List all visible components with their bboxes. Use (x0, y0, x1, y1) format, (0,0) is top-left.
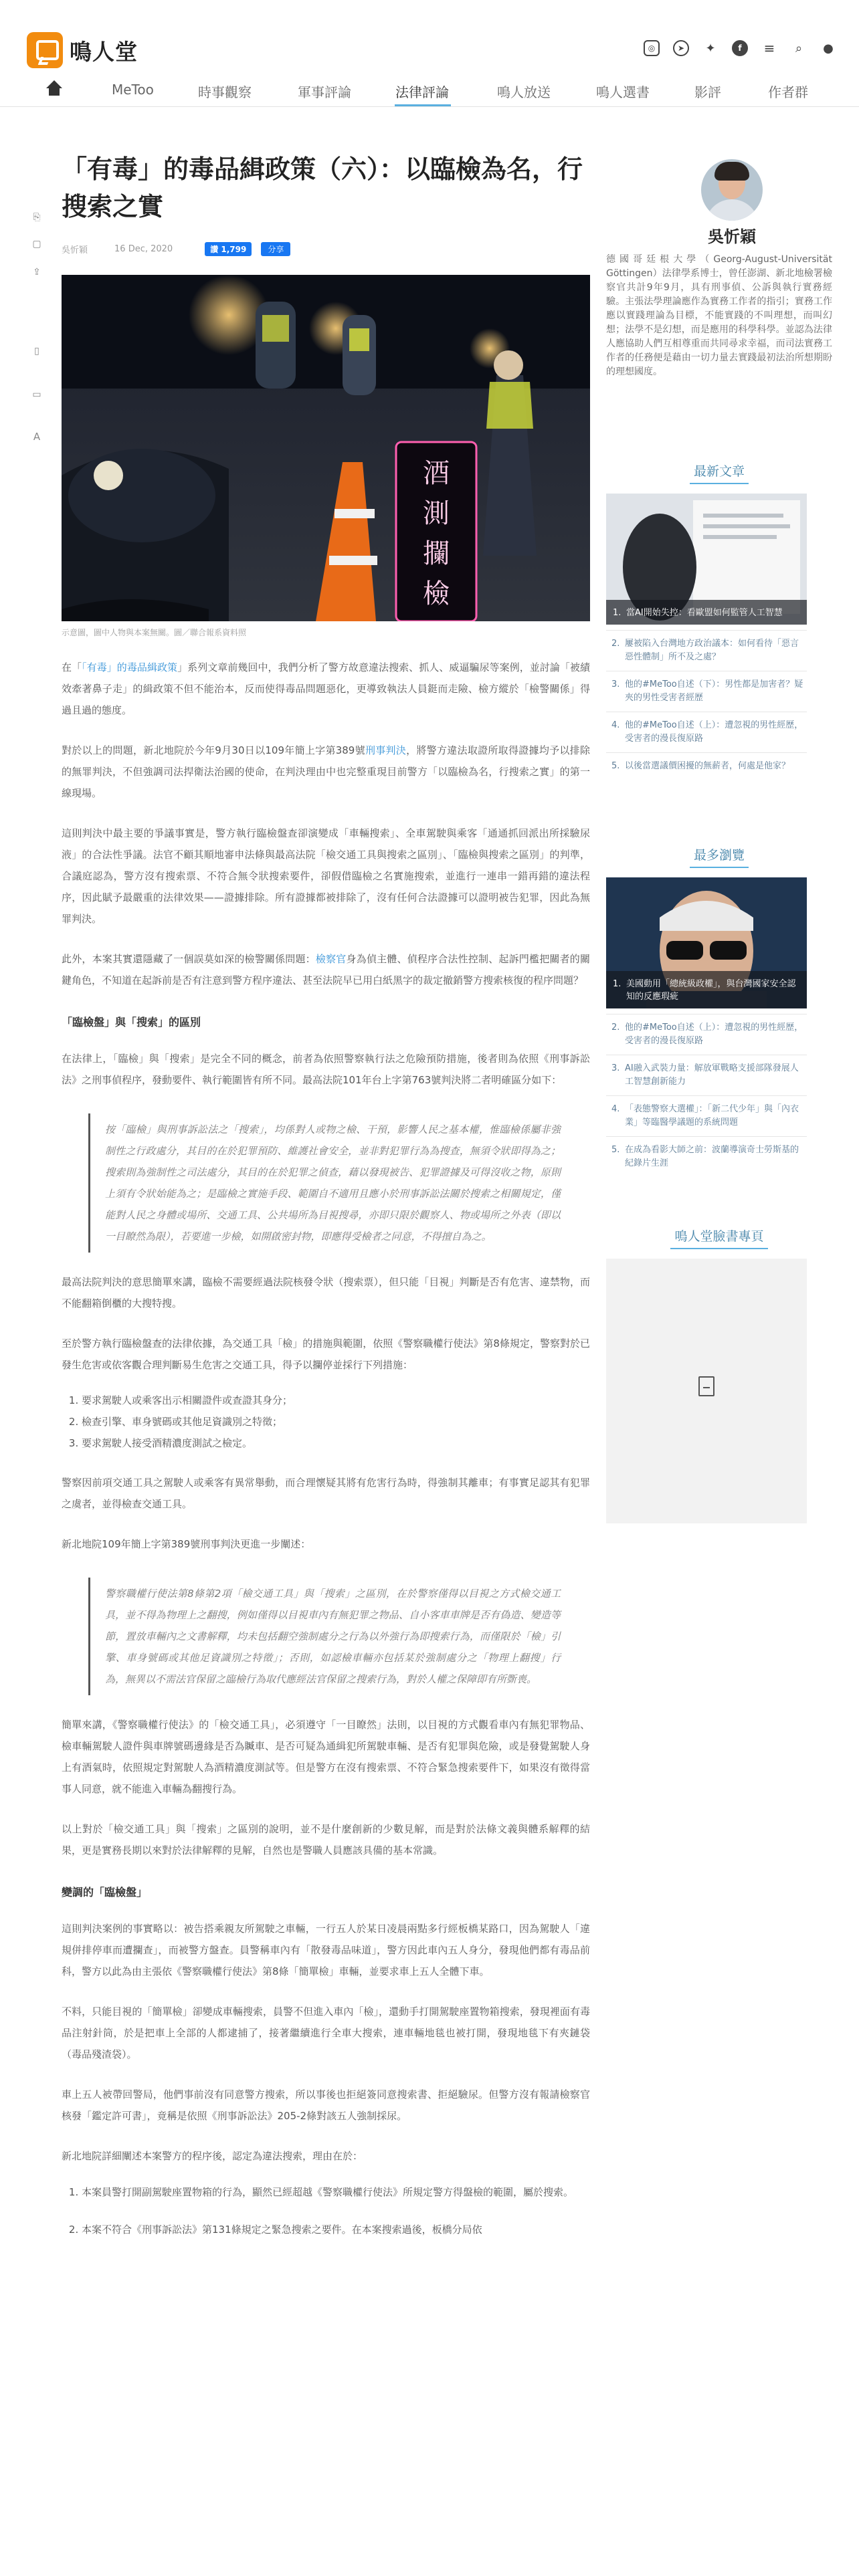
author-name[interactable]: 吳忻穎 (708, 227, 756, 246)
list-item-title: AI融入武裝力量：解放軍戰略支援部隊發展人工智慧創新能力 (625, 1063, 799, 1087)
list-item: 1. 要求駕駛人或乘客出示相關證件或查證其身分； (82, 1390, 590, 1410)
blockquote: 按「臨檢」與刑事訴訟法之「搜索」，均係對人或物之檢、干預，影響人民之基本權，惟臨檢係屬非強制性之行政處分，其目的在於犯罪預防、維護社會安全，並非對犯罪行為為搜查，無須令狀即得為之；搜索則為強制性之司法處分，其目的在於犯罪之偵查，藉以發現被告、犯罪證據及可得沒收之物，原則上須有令狀始能為之；是臨檢之實施手段、範圍自不適用且應小於刑事訴訟法關於搜索之相關規定，僅能對人民之身體或場所、交通工具、公共場所為目視搜尋，亦即只限於觀察人、物或場所之外表（即以一目瞭然為限），若要進一步檢，如開啟密封物，即應得受檢者之同意，不得擅自為之。 (88, 1113, 590, 1253)
list-item-title: 他的#MeToo自述（上）：遭忽視的男性經歷，受害者的漫長復原路 (625, 1023, 803, 1046)
facebook-icon[interactable]: f (732, 40, 748, 56)
p2-text-2: ，將警方違法取證所取得證據均予以排除的無罪判決，不但強調司法捍衛法治國的使命，在判決理由中也完整重現目前警方「以臨檢為名，行搜索之實」的第一線現場。 (62, 744, 590, 799)
judgment-link[interactable]: 刑事判決 (365, 744, 407, 756)
article-date: 16 Dec, 2020 (114, 243, 173, 254)
nav-item-law[interactable]: 法律評論 (395, 84, 449, 100)
popular-feature-title: 美國動用「總統級政權」，與台灣國家安全認知的反應瑕疵 (626, 979, 796, 1002)
p4-text-2: 身為偵主體、偵程序合法性控制、起訴門檻把關者的關鍵角色，不知道在起訴前是否有注意到警方程序違法、甚至法院早已用白紙黑字的裁定撤銷警方搜索核復的程序問題？ (62, 953, 590, 986)
list-item-title: 「表態警察大選權」：「新二代少年」與「內衣業」等臨醫學議題的系統問題 (625, 1104, 799, 1128)
share-icon[interactable]: ⇪ (33, 267, 41, 278)
ordered-list (62, 2181, 590, 2240)
facebook-page-heading-text: 鳴人堂臉書專頁 (670, 1226, 767, 1249)
popular-feature-caption (606, 971, 807, 1008)
list-item: 2. 本案不符合《刑事訴訟法》第131條規定之緊急搜索之要件。在本案搜索過後，板橋分局依 (82, 2219, 590, 2240)
popular-feature[interactable] (606, 877, 807, 1008)
list-item: 3. 要求駕駛人接受酒精濃度測試之檢定。 (82, 1433, 590, 1453)
list-item: 1. 本案員警打開副駕駛座置物箱的行為，顯然已經超越《警察職權行使法》所規定警方得盤檢的範圍，屬於搜索。 (82, 2181, 590, 2203)
latest-heading (606, 461, 832, 484)
popular-list (606, 1014, 807, 1177)
avatar-body (705, 199, 759, 221)
list-item-title: 在成為看影大師之前：波蘭導演奇士勞斯基的紀錄片生涯 (625, 1145, 799, 1168)
facebook-page-heading (606, 1226, 832, 1249)
paragraph: 車上五人被帶回警局，他們事前沒有同意警方搜索，所以事後也拒絕簽同意搜索書、拒絕驗尿。但警方沒有報請檢察官核發「鑑定許可書」，竟稱是依照《刑事訴訟法》205-2條對該五人強制採尿。 (62, 2088, 590, 2122)
p2-text-1: 對於以上的問題，新北地院於今年9月30日以109年簡上字第389號 (62, 744, 365, 756)
list-item-title: 他的#MeToo自述（上）：遭忽視的男性經歷，受害者的漫長復原路 (625, 720, 803, 744)
list-item-title: 以後當選議價困擾的無薪者，何處是他家？ (625, 761, 791, 771)
bookmark-icon[interactable]: ▯ (34, 346, 39, 356)
telegram-icon[interactable]: ➤ (673, 40, 689, 56)
paragraph (62, 948, 590, 991)
search-icon[interactable]: ⌕ (795, 41, 803, 56)
popular-heading-text: 最多瀏覽 (690, 845, 749, 868)
fb-like-button[interactable]: 讚 1,799 (205, 242, 252, 256)
list-item[interactable] (606, 1095, 807, 1136)
main-nav (0, 72, 859, 107)
nav-item-authors[interactable]: 作者群 (768, 84, 808, 100)
list-number: 5. (611, 761, 620, 771)
list-number: 2. (611, 1023, 620, 1033)
article (62, 150, 590, 2256)
header-tools (644, 40, 836, 56)
latest-feature-caption (606, 600, 807, 625)
latest-feature[interactable] (606, 494, 807, 625)
article-title: 「有毒」的毒品緝政策（六）：以臨檢為名，行搜索之實 (62, 154, 583, 221)
author-avatar[interactable] (701, 159, 763, 221)
comment-icon[interactable]: ▭ (32, 389, 41, 400)
list-item[interactable] (606, 752, 807, 780)
paragraph: 這則判決案例的事實略以：被告搭乘親友所駕駛之車輛，一行五人於某日凌晨兩點多行經板橋某路口，因為駕駛人「違規併排停車而遭攔查」，而被警方盤查。員警稱車內有「散發毒品味道」，警方因此車內五人身分，發現他們都有毒品前科，警方以此為由主張依《警察職權行使法》第8條「簡單檢」車輛，並要求車上五人全體下車。 (62, 1923, 590, 1977)
p1-text-1: 在「 (62, 661, 82, 673)
paragraph: 新北地院109年簡上字第389號刑事判決更進一步闡述： (62, 1538, 311, 1550)
font-size-icon[interactable] (27, 427, 47, 447)
paragraph: 警察因前項交通工具之駕駛人或乘客有異常舉動，而合理懷疑其將有危害行為時，得強制其離車；有事實足認其有犯罪之虞者，並得檢查交通工具。 (62, 1477, 590, 1510)
user-icon[interactable]: ● (823, 41, 834, 56)
site-header (0, 0, 859, 107)
list-item-title: 他的#MeToo自述（下）：男性都是加害者？疑夾的男性受害者經歷 (625, 679, 803, 703)
hero-caption: 示意圖，圖中人物與本案無關。圖／聯合報系資料照 (62, 628, 247, 637)
nav-item-broadcast[interactable]: 鳴人放送 (497, 84, 551, 100)
logo-text: 鳴人堂 (70, 38, 138, 65)
paragraph: 簡單來講，《警察職權行使法》的「檢交通工具」，必須遵守「一目瞭然」法則，以目視的方式觀看車內有無犯罪物品、檢車輛駕駛人證件與車牌號碼邊緣是否為贓車、是否可疑為通緝犯所駕駛車輛、是否有犯罪與危險，或是發覺駕駛人身上有酒氣時，依照規定對駕駛人為酒精濃度測試等。但是警方在沒有搜索票、不符合緊急搜索要件下，如果沒有徵得當事人同意，就不能進入車輛為翻搜行為。 (62, 1719, 590, 1795)
list-item[interactable] (606, 630, 807, 671)
paragraph (62, 657, 590, 721)
hero-image (62, 275, 590, 621)
paragraph: 不料，只能目視的「簡單檢」卻變成車輛搜索，員警不但進入車內「檢」，還動手打開駕駛座置物箱搜索，發現裡面有毒品注射針筒，於是把車上全部的人都逮捕了，接著繼續進行全車大搜索，連車輛地毯也被打開，發現地毯下有夾鏈袋（毒品殘渣袋）。 (62, 2006, 590, 2060)
site-logo[interactable] (27, 32, 138, 68)
list-item-title: 屢被陷入台灣地方政治議本：如何看待「惡言惡性體制」所不及之處？ (625, 639, 799, 662)
ordered-list (62, 1390, 590, 1453)
latest-list (606, 630, 807, 780)
paragraph (62, 740, 590, 804)
section-heading: 變調的「臨檢盤」 (62, 1886, 148, 1899)
list-number: 4. (611, 1104, 620, 1114)
author-bio: 德國哥廷根大學（Georg-August-Universität Göttingen）法律學系博士，曾任澎湖、新北地檢署檢察官共計9年9月，具有刑事偵、公訴與執行實務經驗。主張法學理論應作為實務工作者的指引；實務工作應以實踐理論為目標，不能實踐的不叫理想，而叫幻想；法學不是幻想，而是應用的科學科學。並認為法律人應協助人們互相尊重而共同尋求幸福，而司法實務工作者的任務便是藉由一切力量去實踐最初法治所想期盼的理想國度。 (606, 254, 832, 377)
p1-text-2: 」系列文章前幾回中，我們分析了警方故意違法搜索、抓人、威逼騙尿等案例，並討論「被績效牽著鼻子走」的緝政策不但不能治本，反而使得毒品問題惡化，更導致執法人員鋌而走險、檢方縱於「檢警關係」得過且過的態度。 (62, 661, 590, 716)
nav-item-military[interactable]: 軍事評論 (298, 84, 351, 100)
nav-item-metoo[interactable]: MeToo (112, 82, 154, 98)
line-icon[interactable]: ▢ (32, 239, 41, 249)
list-number: 4. (611, 720, 620, 730)
paragraph: 以上對於「檢交通工具」與「搜索」之區別的說明，並不是什麼創新的少數見解，而是對於法條文義與體系解釋的結果，更是實務長期以來對於法律解釋的見解，自然也是警職人員應該具備的基本常識。 (62, 1823, 590, 1856)
paragraph: 新北地院詳細闡述本案警方的程序後，認定為違法搜索，理由在於： (62, 2150, 363, 2162)
instagram-icon[interactable]: ◎ (644, 40, 660, 56)
nav-item-current-affairs[interactable]: 時事觀察 (198, 84, 252, 100)
latest-feature-number: 1. (613, 608, 622, 618)
p4-text-1: 此外，本案其實還隱藏了一個誤莫如深的檢警關係問題： (62, 953, 316, 965)
hero-illustration (62, 275, 590, 621)
list-number: 3. (611, 1063, 620, 1073)
paragraph: 至於警方執行臨檢盤查的法律依據，為交通工具「檢」的措施與範圍，依照《警察職權行使法》第8條規定，警察對於已發生危害或依客觀合理判斷易生危害之交通工具，得予以攔停並採行下列措施： (62, 1337, 590, 1371)
menu-icon[interactable]: ≡ (763, 40, 775, 56)
logo-icon (27, 32, 63, 68)
popular-feature-number: 1. (613, 979, 622, 989)
article-author[interactable]: 吳忻穎 (62, 245, 88, 255)
list-item[interactable] (606, 712, 807, 752)
blockquote: 警察職權行使法第8條第2項「檢交通工具」與「搜索」之區別，在於警察僅得以目視之方式檢交通工具，並不得為物理上之翻搜，例如僅得以目視車內有無犯罪之物品、自小客車車牌是否有偽造、變造等節，置放車輛內之文書解釋，均未包括翻空強制處分之行為以外強行為即搜索行為，而僅限於「檢」引擎、車身號碼或其他足資識別之特徵」；否則，如認檢車輛亦包括某於強制處分之「物理上翻搜」行為，無異以不需法官保留之臨檢行為取代應經法官保留之搜索行為，對於人權之保障即有所斲喪。 (88, 1578, 590, 1695)
section-heading: 「臨檢盤」與「搜索」的區別 (62, 1016, 201, 1029)
list-item[interactable] (606, 1136, 807, 1177)
link-icon[interactable]: ⎘ (33, 212, 41, 223)
home-icon[interactable] (44, 80, 64, 98)
list-number: 5. (611, 1145, 620, 1155)
paragraph: 最高法院判決的意思簡單來講，臨檢不需要經過法院核發令狀（搜索票），但只能「目視」判斷是否有危害、違禁物，而不能翻箱倒櫃的大搜特搜。 (62, 1276, 590, 1309)
list-item[interactable] (606, 671, 807, 712)
nav-item-film-review[interactable]: 影評 (694, 84, 721, 100)
facebook-page-embed[interactable] (606, 1259, 807, 1523)
fb-share-button[interactable]: 分享 (261, 242, 290, 256)
list-number: 3. (611, 679, 620, 689)
list-item[interactable] (606, 1055, 807, 1095)
font-size-label: A (33, 431, 41, 443)
article-meta (62, 241, 590, 256)
twitter-icon[interactable]: ✦ (705, 41, 716, 56)
document-icon (698, 1376, 714, 1396)
list-item[interactable] (606, 1014, 807, 1055)
list-number: 2. (611, 639, 620, 649)
hero-sign-char-2: 測 (423, 498, 450, 529)
paragraph: 在法律上，「臨檢」與「搜索」是完全不同的概念，前者為依照警察執行法之危險預防措施，後者則為依照《刑事訴訟法》之刑事偵程序，發動要件、執行範圍皆有所不同。最高法院101年台上字第763號判決將二者明確區分如下： (62, 1053, 590, 1086)
series-link[interactable]: 「有毒」的毒品緝政策 (82, 661, 178, 673)
prosecutor-link[interactable]: 檢察官 (315, 953, 347, 965)
popular-heading (606, 845, 832, 868)
nav-active-indicator (395, 104, 451, 106)
latest-feature-title: 當AI開始失控：看歐盟如何監管人工智慧 (626, 608, 783, 618)
hero-sign-char-4: 檢 (423, 578, 450, 609)
hero-sign-char-3: 攔 (423, 538, 450, 569)
nav-item-books[interactable]: 鳴人選書 (596, 84, 650, 100)
latest-heading-text: 最新文章 (690, 461, 749, 484)
list-item: 2. 檢查引擎、車身號碼或其他足資識別之特徵； (82, 1412, 590, 1432)
avatar-hair (714, 162, 749, 181)
paragraph: 這則判決中最主要的爭議事實是，警方執行臨檢盤查卻演變成「車輛搜索」、全車駕駛與乘客「通通抓回派出所採驗尿液」的合法性爭議。法官不顧其順地審申法條與最高法院「檢交通工具與搜索之區別」、「臨檢與搜索之區別」的判準，合議庭認為，警方沒有搜索票、不符合無令狀搜索要件，卻假借臨檢之名實施搜索，並進行一連串一錯再錯的違法程序，因此賦予最嚴重的法律效果——證據排除。所有證據都被排除了，沒有任何合法證據可以證明被告犯罪，因此為無罪判決。 (62, 827, 590, 925)
hero-sign-char-1: 酒 (423, 458, 450, 489)
